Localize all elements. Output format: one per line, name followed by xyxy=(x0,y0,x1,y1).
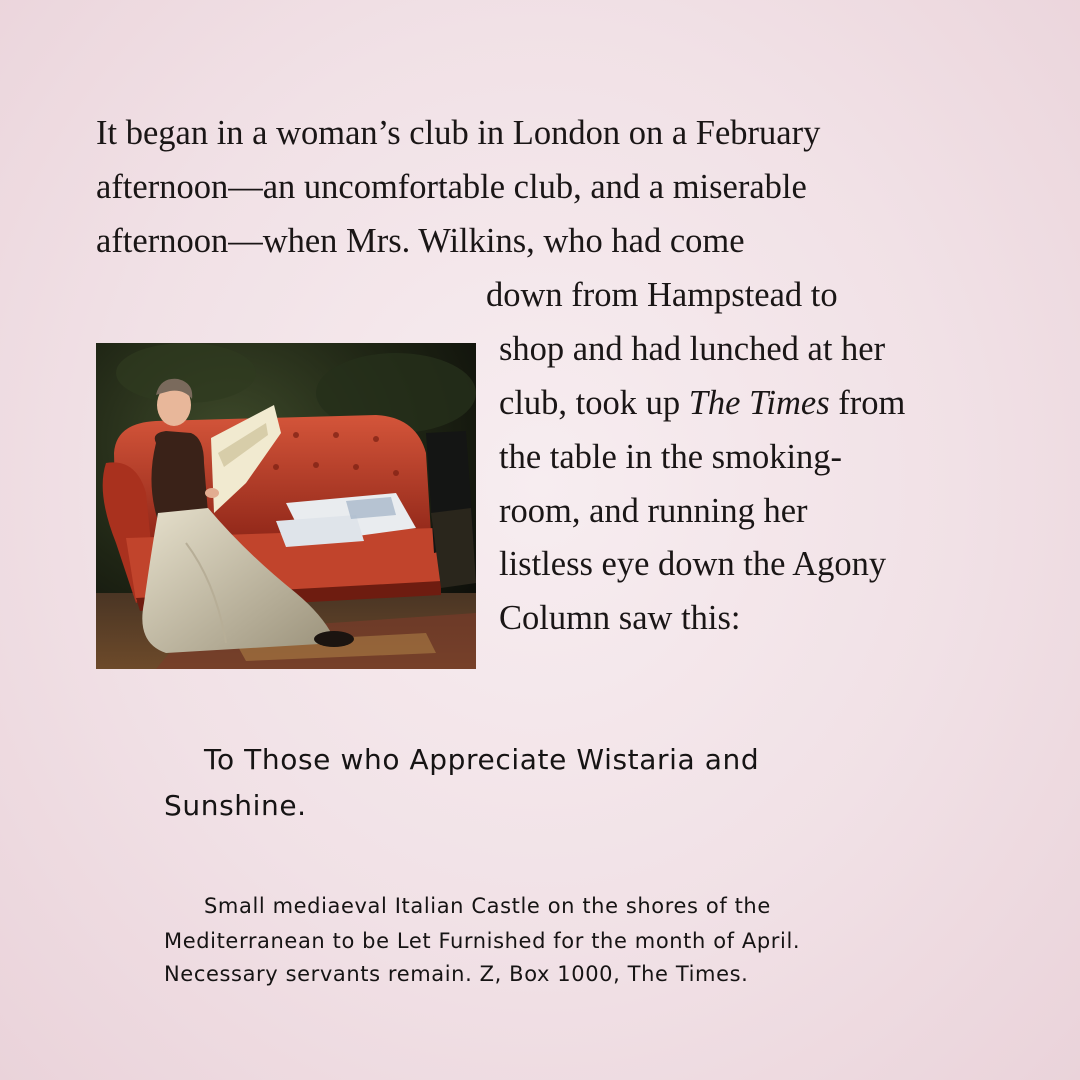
woman-reading-painting xyxy=(96,343,476,669)
paragraph-line-6-start: club, took up xyxy=(499,384,689,422)
paragraph-line-7: the table in the smoking- xyxy=(499,438,843,476)
paragraph-line-1: It began in a woman’s club in London on a February xyxy=(96,114,821,152)
paragraph-line-4: down from Hampstead to xyxy=(486,276,838,314)
ad-heading-line-1: To Those who Appreciate Wistaria and xyxy=(204,743,760,776)
painting-illustration xyxy=(96,343,476,669)
paragraph-line-10: Column saw this: xyxy=(499,599,741,637)
paragraph-line-8: room, and running her xyxy=(499,492,808,530)
paragraph-line-9: listless eye down the Agony xyxy=(499,545,887,583)
ad-body-line-3: Necessary servants remain. Z, Box 1000, The Times. xyxy=(164,962,749,986)
paragraph-line-5: shop and had lunched at her xyxy=(499,330,886,368)
ad-heading-line-2: Sunshine. xyxy=(164,789,307,822)
ad-body-line-1: Small mediaeval Italian Castle on the shores of the xyxy=(204,894,771,918)
newspaper-title: The Times xyxy=(688,384,830,422)
paragraph-line-3: afternoon—when Mrs. Wilkins, who had come xyxy=(96,222,745,260)
ad-body-line-2: Mediterranean to be Let Furnished for the month of April. xyxy=(164,929,801,953)
paragraph-line-6-end: from xyxy=(829,384,906,422)
paragraph-line-6 xyxy=(499,386,905,421)
paragraph-line-2: afternoon—an uncomfortable club, and a miserable xyxy=(96,168,807,206)
